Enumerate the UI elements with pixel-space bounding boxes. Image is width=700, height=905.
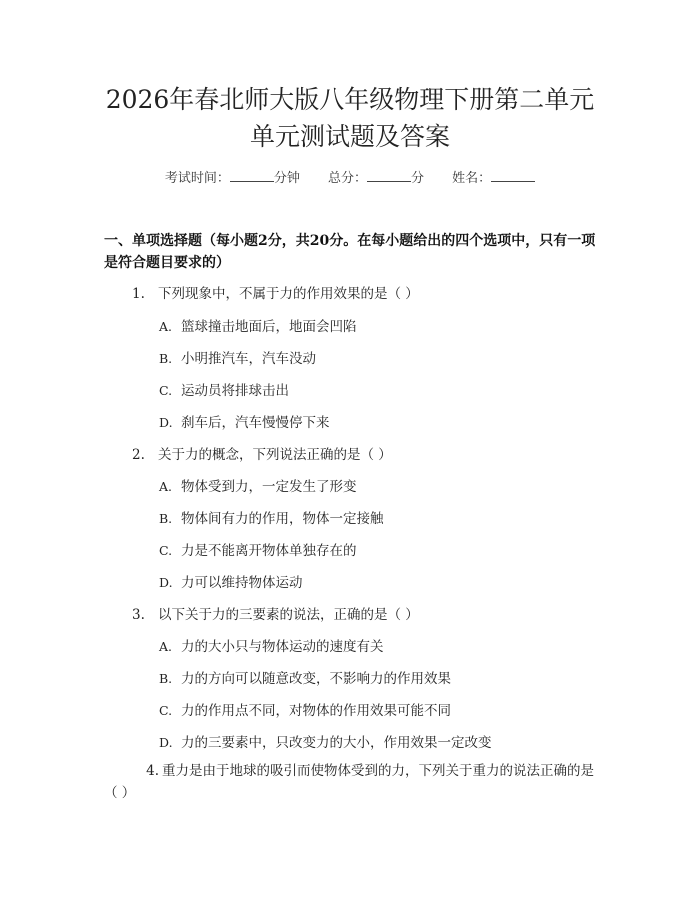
option-1c: [159, 379, 289, 399]
exam-name: [452, 167, 535, 186]
option-text: 力的方向可以随意改变，不影响力的作用效果: [181, 671, 451, 687]
option-letter: D.: [159, 575, 173, 590]
option-2c: [159, 539, 357, 559]
option-text: 运动员将排球击出: [181, 383, 289, 399]
option-text: 力是不能离开物体单独存在的: [181, 543, 357, 559]
option-3a: [159, 635, 384, 655]
score-label: 总分：: [327, 171, 367, 186]
option-3d: [159, 731, 492, 751]
question-1: [132, 282, 419, 302]
option-2a: [159, 475, 357, 495]
score-blank: [367, 169, 411, 182]
option-1a: [159, 315, 357, 335]
option-text: 小明推汽车，汽车没动: [181, 351, 316, 367]
question-text: 下列现象中，不属于力的作用效果的是（ ）: [158, 286, 419, 302]
exam-time: [165, 167, 300, 186]
question-text: 重力是由于地球的吸引而使物体受到的力，下列关于重力的说法正确的是（ ）: [104, 763, 594, 801]
option-letter: D.: [159, 415, 173, 430]
option-2b: [159, 507, 384, 527]
option-text: 力的大小只与物体运动的速度有关: [181, 639, 384, 655]
score-unit: 分: [411, 171, 425, 186]
time-label: 考试时间：: [164, 171, 230, 186]
option-text: 力的三要素中，只改变力的大小，作用效果一定改变: [181, 735, 492, 751]
option-text: 力可以维持物体运动: [181, 575, 303, 591]
option-letter: B.: [159, 351, 173, 366]
option-letter: C.: [159, 703, 173, 718]
option-letter: A.: [159, 319, 173, 334]
option-3c: [159, 699, 451, 719]
question-number: 4.: [146, 763, 159, 779]
option-letter: A.: [159, 639, 173, 654]
page-title-line2: 单元测试题及答案: [249, 122, 450, 151]
option-letter: C.: [159, 383, 173, 398]
option-text: 物体受到力，一定发生了形变: [181, 479, 357, 495]
question-4: [104, 760, 604, 804]
name-blank: [491, 169, 535, 182]
question-text: 以下关于力的三要素的说法，正确的是（ ）: [158, 607, 419, 623]
name-label: 姓名：: [452, 171, 492, 186]
question-number: 3.: [132, 607, 145, 623]
page-title-line1: 2026年春北师大版八年级物理下册第二单元: [105, 85, 595, 114]
option-1d: [159, 411, 330, 431]
option-3b: [159, 667, 451, 687]
exam-meta: [0, 167, 700, 186]
option-1b: [159, 347, 316, 367]
option-letter: B.: [159, 511, 173, 526]
option-text: 篮球撞击地面后，地面会凹陷: [181, 319, 357, 335]
question-3: [132, 603, 419, 623]
exam-score: [328, 167, 424, 186]
option-letter: D.: [159, 735, 173, 750]
question-number: 2.: [132, 447, 145, 463]
option-text: 力的作用点不同，对物体的作用效果可能不同: [181, 703, 451, 719]
time-blank: [230, 169, 274, 182]
question-2: [132, 443, 392, 463]
option-text: 物体间有力的作用，物体一定接触: [181, 511, 384, 527]
option-letter: C.: [159, 543, 173, 558]
time-unit: 分钟: [273, 171, 300, 186]
option-text: 刹车后，汽车慢慢停下来: [181, 415, 330, 431]
section-heading: 一、单项选择题（每小题2分，共20分。在每小题给出的四个选项中，只有一项是符合题目要求的）: [104, 233, 596, 271]
option-letter: A.: [159, 479, 173, 494]
option-2d: [159, 571, 303, 591]
question-text: 关于力的概念，下列说法正确的是（ ）: [158, 447, 392, 463]
option-letter: B.: [159, 671, 173, 686]
question-number: 1.: [132, 286, 145, 302]
